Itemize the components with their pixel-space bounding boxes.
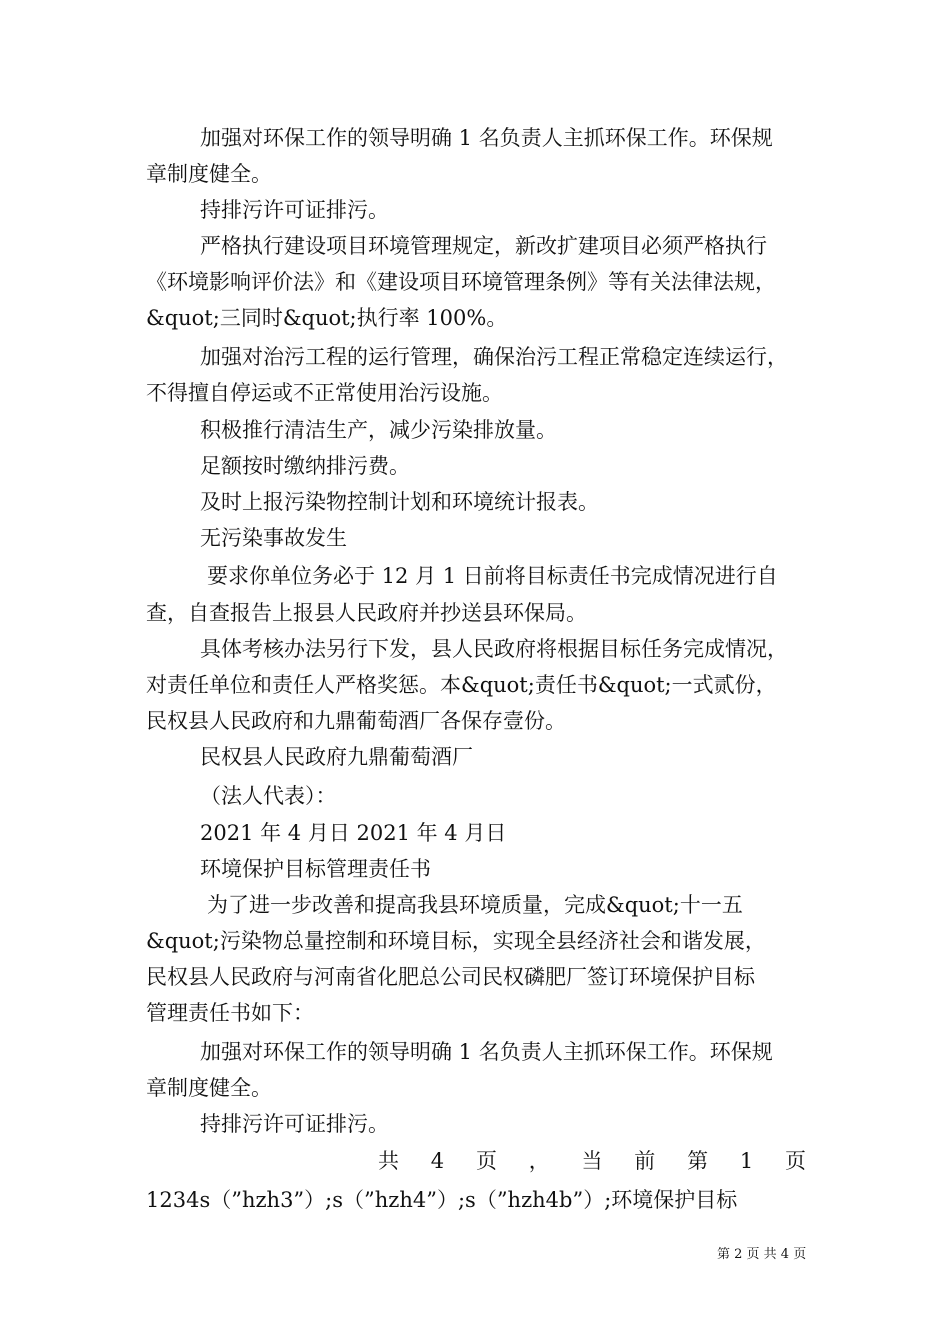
paragraph-line: 章制度健全。 <box>146 162 272 186</box>
paragraph-line: 持排污许可证排污。 <box>200 1112 389 1136</box>
page-count-token: ， <box>528 1149 550 1173</box>
paragraph-line: 对责任单位和责任人严格奖惩。本&quot;责任书&quot;一式贰份， <box>146 673 777 697</box>
page-count-token: 当 <box>581 1149 603 1173</box>
signatory-line: （法人代表）： <box>200 784 337 808</box>
paragraph-line: 具体考核办法另行下发，县人民政府将根据目标任务完成情况， <box>200 637 788 661</box>
paragraph-line: 及时上报污染物控制计划和环境统计报表。 <box>200 490 599 514</box>
date-line: 2021 年 4 月日 2021 年 4 月日 <box>200 821 507 845</box>
page-count-token: 页 <box>785 1149 806 1173</box>
paragraph-line: 积极推行清洁生产，减少污染排放量。 <box>200 418 557 442</box>
paragraph-line: 章制度健全。 <box>146 1076 272 1100</box>
paragraph-line: 管理责任书如下： <box>146 1001 314 1025</box>
page-count-token: 前 <box>634 1149 656 1173</box>
code-fragment-line: 1234s（”hzh3”）;s（”hzh4”）;s（”hzh4b”）;环境保护目标 <box>146 1188 738 1212</box>
paragraph-line: 加强对环保工作的领导明确 1 名负责人主抓环保工作。环保规 <box>200 126 773 150</box>
paragraph-line: 严格执行建设项目环境管理规定，新改扩建项目必须严格执行 <box>200 234 767 258</box>
page-count-token: 共 <box>378 1149 399 1173</box>
page-count-token: 4 <box>430 1149 445 1173</box>
page-count-token: 1 <box>739 1149 754 1173</box>
section-title: 环境保护目标管理责任书 <box>200 857 431 881</box>
paragraph-line: 无污染事故发生 <box>200 526 347 550</box>
paragraph-line: 民权县人民政府和九鼎葡萄酒厂各保存壹份。 <box>146 709 566 733</box>
paragraph-line: &quot;污染物总量控制和环境目标，实现全县经济社会和谐发展， <box>146 929 766 953</box>
page-number-footer: 第 2 页 共 4 页 <box>717 1247 807 1262</box>
paragraph-line: 民权县人民政府与河南省化肥总公司民权磷肥厂签订环境保护目标 <box>146 965 755 989</box>
page-count-token: 页 <box>475 1149 497 1173</box>
paragraph-line: 持排污许可证排污。 <box>200 198 389 222</box>
paragraph-line: 加强对治污工程的运行管理，确保治污工程正常稳定连续运行， <box>200 345 788 369</box>
paragraph-line: 为了进一步改善和提高我县环境质量，完成&quot;十一五 <box>207 893 743 917</box>
paragraph-line: 查，自查报告上报县人民政府并抄送县环保局。 <box>146 601 587 625</box>
paragraph-line: 加强对环保工作的领导明确 1 名负责人主抓环保工作。环保规 <box>200 1040 773 1064</box>
page-count-line <box>146 1145 806 1177</box>
paragraph-line: 《环境影响评价法》和《建设项目环境管理条例》等有关法律法规， <box>146 270 776 294</box>
paragraph-line: &quot;三同时&quot;执行率 100%。 <box>146 306 508 330</box>
paragraph-line: 要求你单位务必于 12 月 1 日前将目标责任书完成情况进行自 <box>207 564 778 588</box>
signatory-line: 民权县人民政府九鼎葡萄酒厂 <box>200 745 473 769</box>
paragraph-line: 不得擅自停运或不正常使用治污设施。 <box>146 381 503 405</box>
paragraph-line: 足额按时缴纳排污费。 <box>200 454 410 478</box>
page-count-token: 第 <box>687 1149 709 1173</box>
